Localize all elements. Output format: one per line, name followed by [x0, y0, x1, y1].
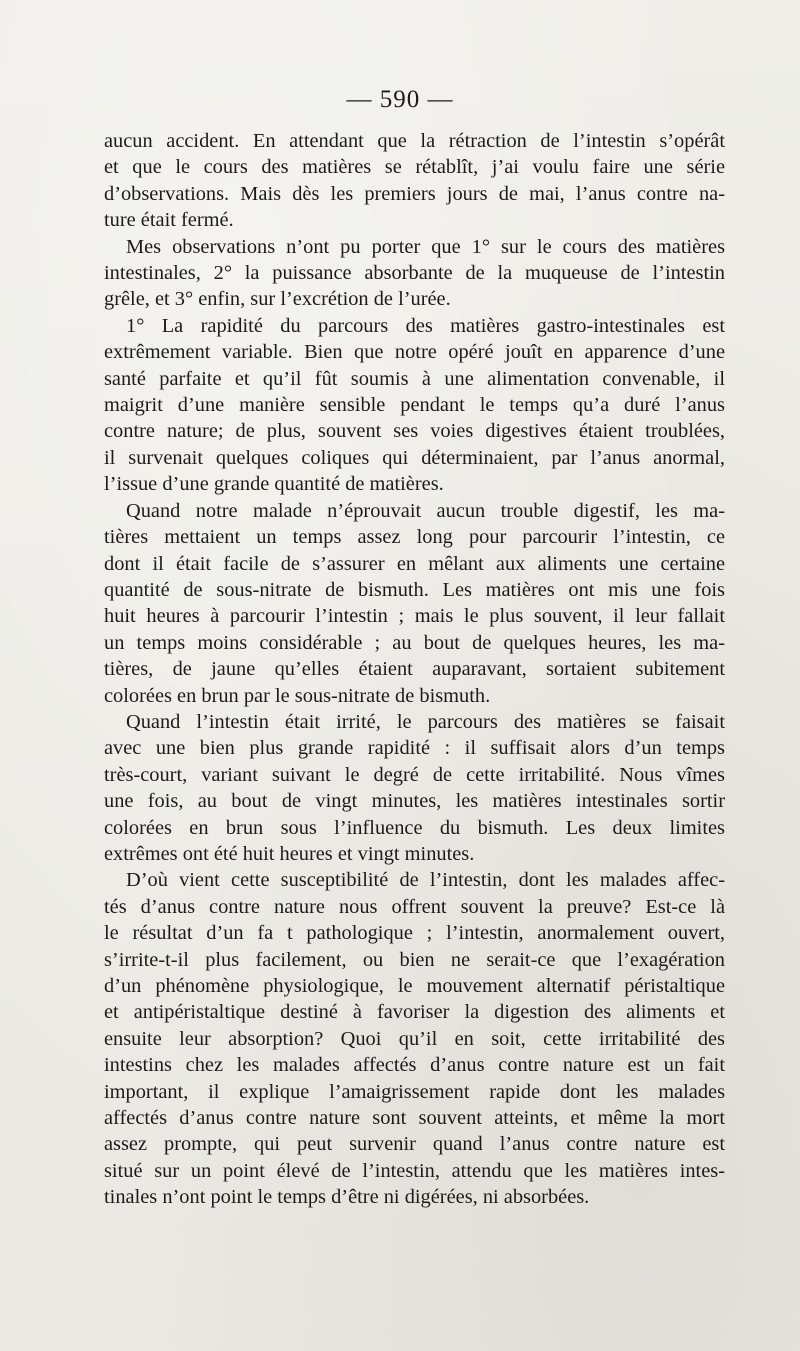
text-line: il survenait quelques coliques qui déterminaient, par l’anus anormal, [104, 446, 725, 469]
text-line: grêle, et 3° enfin, sur l’excrétion de l’urée. [104, 288, 451, 311]
text-line: tés d’anus contre nature nous offrent souvent la preuve? Est-ce là [104, 895, 725, 918]
text-line: avec une bien plus grande rapidité : il suffisait alors d’un temps [104, 737, 725, 760]
text-line: important, il explique l’amaigrissement rapide dont les malades [104, 1080, 725, 1103]
text-line: colorées en brun par le sous-nitrate de bismuth. [104, 684, 491, 707]
text-line: ensuite leur absorption? Quoi qu’il en soit, cette irritabilité des [104, 1027, 725, 1050]
text-line: D’où vient cette susceptibilité de l’intestin, dont les malades affec- [126, 869, 725, 892]
body-text [104, 128, 725, 1211]
text-line: affectés d’anus contre nature sont souvent atteints, et même la mort [104, 1107, 725, 1130]
text-line: tinales n’ont point le temps d’être ni digérées, ni absorbées. [104, 1186, 590, 1209]
text-line: aucun accident. En attendant que la rétraction de l’intestin s’opérât [104, 130, 725, 152]
text-line: intestinales, 2° la puissance absorbante de la muqueuse de l’intestin [104, 262, 725, 285]
text-line: Mes observations n’ont pu porter que 1° sur le cours des matières [126, 235, 725, 258]
text-line: dont il était facile de s’assurer en mêlant aux aliments une certaine [104, 552, 725, 575]
text-line: maigrit d’une manière sensible pendant le temps qu’a duré l’anus [104, 394, 725, 417]
text-line: un temps moins considérable ; au bout de quelques heures, les ma- [104, 631, 725, 654]
text-line: tières, de jaune qu’elles étaient auparavant, sortaient subitement [104, 658, 725, 681]
paragraph [104, 128, 725, 234]
text-line: quantité de sous-nitrate de bismuth. Les matières ont mis une fois [104, 578, 725, 601]
paragraph [104, 709, 725, 867]
text-line: huit heures à parcourir l’intestin ; mais le plus souvent, il leur fallait [104, 605, 725, 628]
text-line: d’un phénomène physiologique, le mouvement alternatif péristaltique [104, 975, 725, 997]
text-line: le résultat d’un fa t pathologique ; l’intestin, anormalement ouvert, [104, 922, 725, 945]
text-line: s’irrite-t-il plus facilement, ou bien ne serait-ce que l’exagération [104, 948, 725, 971]
paragraph [104, 498, 725, 709]
text-line: assez prompte, qui peut survenir quand l’anus contre nature est [104, 1133, 725, 1156]
text-line: Quand l’intestin était irrité, le parcours des matières se faisait [126, 710, 725, 733]
paragraph [104, 234, 725, 313]
text-line: intestins chez les malades affectés d’anus contre nature est un fait [104, 1054, 725, 1077]
text-line: tières mettaient un temps assez long pour parcourir l’intestin, ce [104, 526, 725, 549]
text-line: une fois, au bout de vingt minutes, les matières intestinales sortir [104, 790, 725, 813]
text-line: Quand notre malade n’éprouvait aucun trouble digestif, les ma- [126, 499, 725, 522]
text-line: extrêmes ont été huit heures et vingt minutes. [104, 842, 475, 865]
text-line: extrêmement variable. Bien que notre opéré jouît en apparence d’une [104, 341, 725, 364]
text-line: très-court, variant suivant le degré de cette irritabilité. Nous vîmes [104, 763, 725, 786]
text-line: ture était fermé. [104, 209, 234, 232]
paragraph [104, 313, 725, 498]
text-line: colorées en brun sous l’influence du bismuth. Les deux limites [104, 816, 725, 839]
text-line: situé sur un point élevé de l’intestin, attendu que les matières intes- [104, 1159, 725, 1182]
text-line: et antipéristaltique destiné à favoriser la digestion des aliments et [104, 1001, 725, 1024]
text-line: d’observations. Mais dès les premiers jours de mai, l’anus contre na- [104, 182, 725, 205]
text-line: santé parfaite et qu’il fût soumis à une alimentation convenable, il [104, 367, 725, 390]
page-number: — 590 — [346, 86, 454, 113]
paragraph [104, 867, 725, 1210]
text-line: 1° La rapidité du parcours des matières gastro-intestinales est [126, 314, 725, 337]
text-line: l’issue d’une grande quantité de matières. [104, 473, 444, 496]
text-line: et que le cours des matières se rétablît, j’ai voulu faire une série [104, 156, 725, 179]
text-line: contre nature; de plus, souvent ses voies digestives étaient troublées, [104, 420, 725, 443]
